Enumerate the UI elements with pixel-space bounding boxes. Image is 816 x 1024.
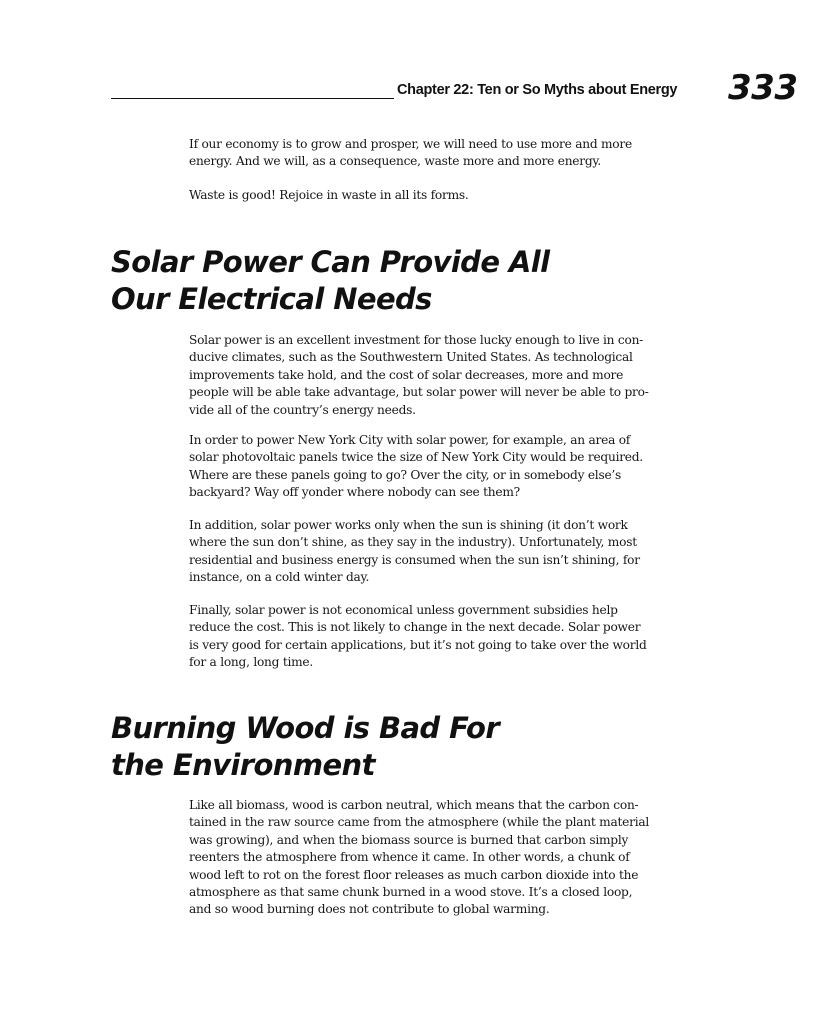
text-line: If our economy is to grow and prosper, we will need to use more and more bbox=[189, 137, 632, 151]
text-line: backyard? Way off yonder where nobody can see them? bbox=[189, 485, 520, 500]
solar-paragraph-1 bbox=[189, 332, 709, 419]
text-line: vide all of the country’s energy needs. bbox=[189, 402, 416, 417]
text-line: is very good for certain applications, but it’s not going to take over the world bbox=[189, 637, 647, 652]
heading-line: Solar Power Can Provide All bbox=[111, 245, 550, 279]
header-rule bbox=[111, 98, 394, 99]
running-header bbox=[111, 68, 798, 108]
text-line: residential and business energy is consumed when the sun isn’t shining, for bbox=[189, 552, 640, 567]
text-line: atmosphere as that same chunk burned in a wood stove. It’s a closed loop, bbox=[189, 885, 633, 900]
text-line: Finally, solar power is not economical unless government subsidies help bbox=[189, 603, 618, 617]
text-line: energy. And we will, as a consequence, waste more and more energy. bbox=[189, 154, 602, 169]
text-line: Solar power is an excellent investment for those lucky enough to live in con- bbox=[189, 333, 644, 347]
solar-paragraph-3 bbox=[189, 517, 709, 587]
heading-line: the Environment bbox=[111, 748, 375, 782]
text-line: wood left to rot on the forest floor releases as much carbon dioxide into the bbox=[189, 867, 639, 882]
text-line: instance, on a cold winter day. bbox=[189, 570, 370, 585]
text-line: In addition, solar power works only when the sun is shining (it don’t work bbox=[189, 518, 628, 532]
solar-paragraph-2 bbox=[189, 432, 709, 502]
text-line: for a long, long time. bbox=[189, 655, 314, 670]
text-line: ducive climates, such as the Southwestern United States. As technological bbox=[189, 350, 633, 365]
text-line: was growing), and when the biomass source is burned that carbon simply bbox=[189, 832, 629, 847]
text-line: people will be able take advantage, but solar power will never be able to pro- bbox=[189, 385, 649, 400]
heading-line: Burning Wood is Bad For bbox=[111, 711, 500, 745]
text-line: solar photovoltaic panels twice the size of New York City would be required. bbox=[189, 450, 643, 465]
text-line: where the sun don’t shine, as they say in the industry). Unfortunately, most bbox=[189, 535, 637, 550]
text-line: Where are these panels going to go? Over the city, or in somebody else’s bbox=[189, 467, 622, 482]
section-heading-solar bbox=[111, 244, 549, 318]
text-line: and so wood burning does not contribute to global warming. bbox=[189, 902, 550, 917]
chapter-title: Chapter 22: Ten or So Myths about Energy bbox=[397, 82, 678, 98]
text-line: reenters the atmosphere from whence it came. In other words, a chunk of bbox=[189, 850, 630, 865]
heading-line: Our Electrical Needs bbox=[111, 282, 432, 316]
text-line: improvements take hold, and the cost of solar decreases, more and more bbox=[189, 367, 624, 382]
text-line: In order to power New York City with solar power, for example, an area of bbox=[189, 433, 631, 447]
intro-paragraph-2 bbox=[189, 187, 709, 204]
text-line: Waste is good! Rejoice in waste in all its forms. bbox=[189, 188, 469, 202]
wood-paragraph-1 bbox=[189, 797, 709, 919]
page-number: 333 bbox=[728, 68, 798, 108]
intro-paragraph-1 bbox=[189, 136, 709, 171]
text-line: tained in the raw source came from the atmosphere (while the plant material bbox=[189, 815, 650, 830]
text-line: reduce the cost. This is not likely to change in the next decade. Solar power bbox=[189, 620, 641, 635]
solar-paragraph-4 bbox=[189, 602, 709, 672]
section-heading-wood bbox=[111, 710, 499, 784]
text-line: Like all biomass, wood is carbon neutral, which means that the carbon con- bbox=[189, 798, 639, 812]
